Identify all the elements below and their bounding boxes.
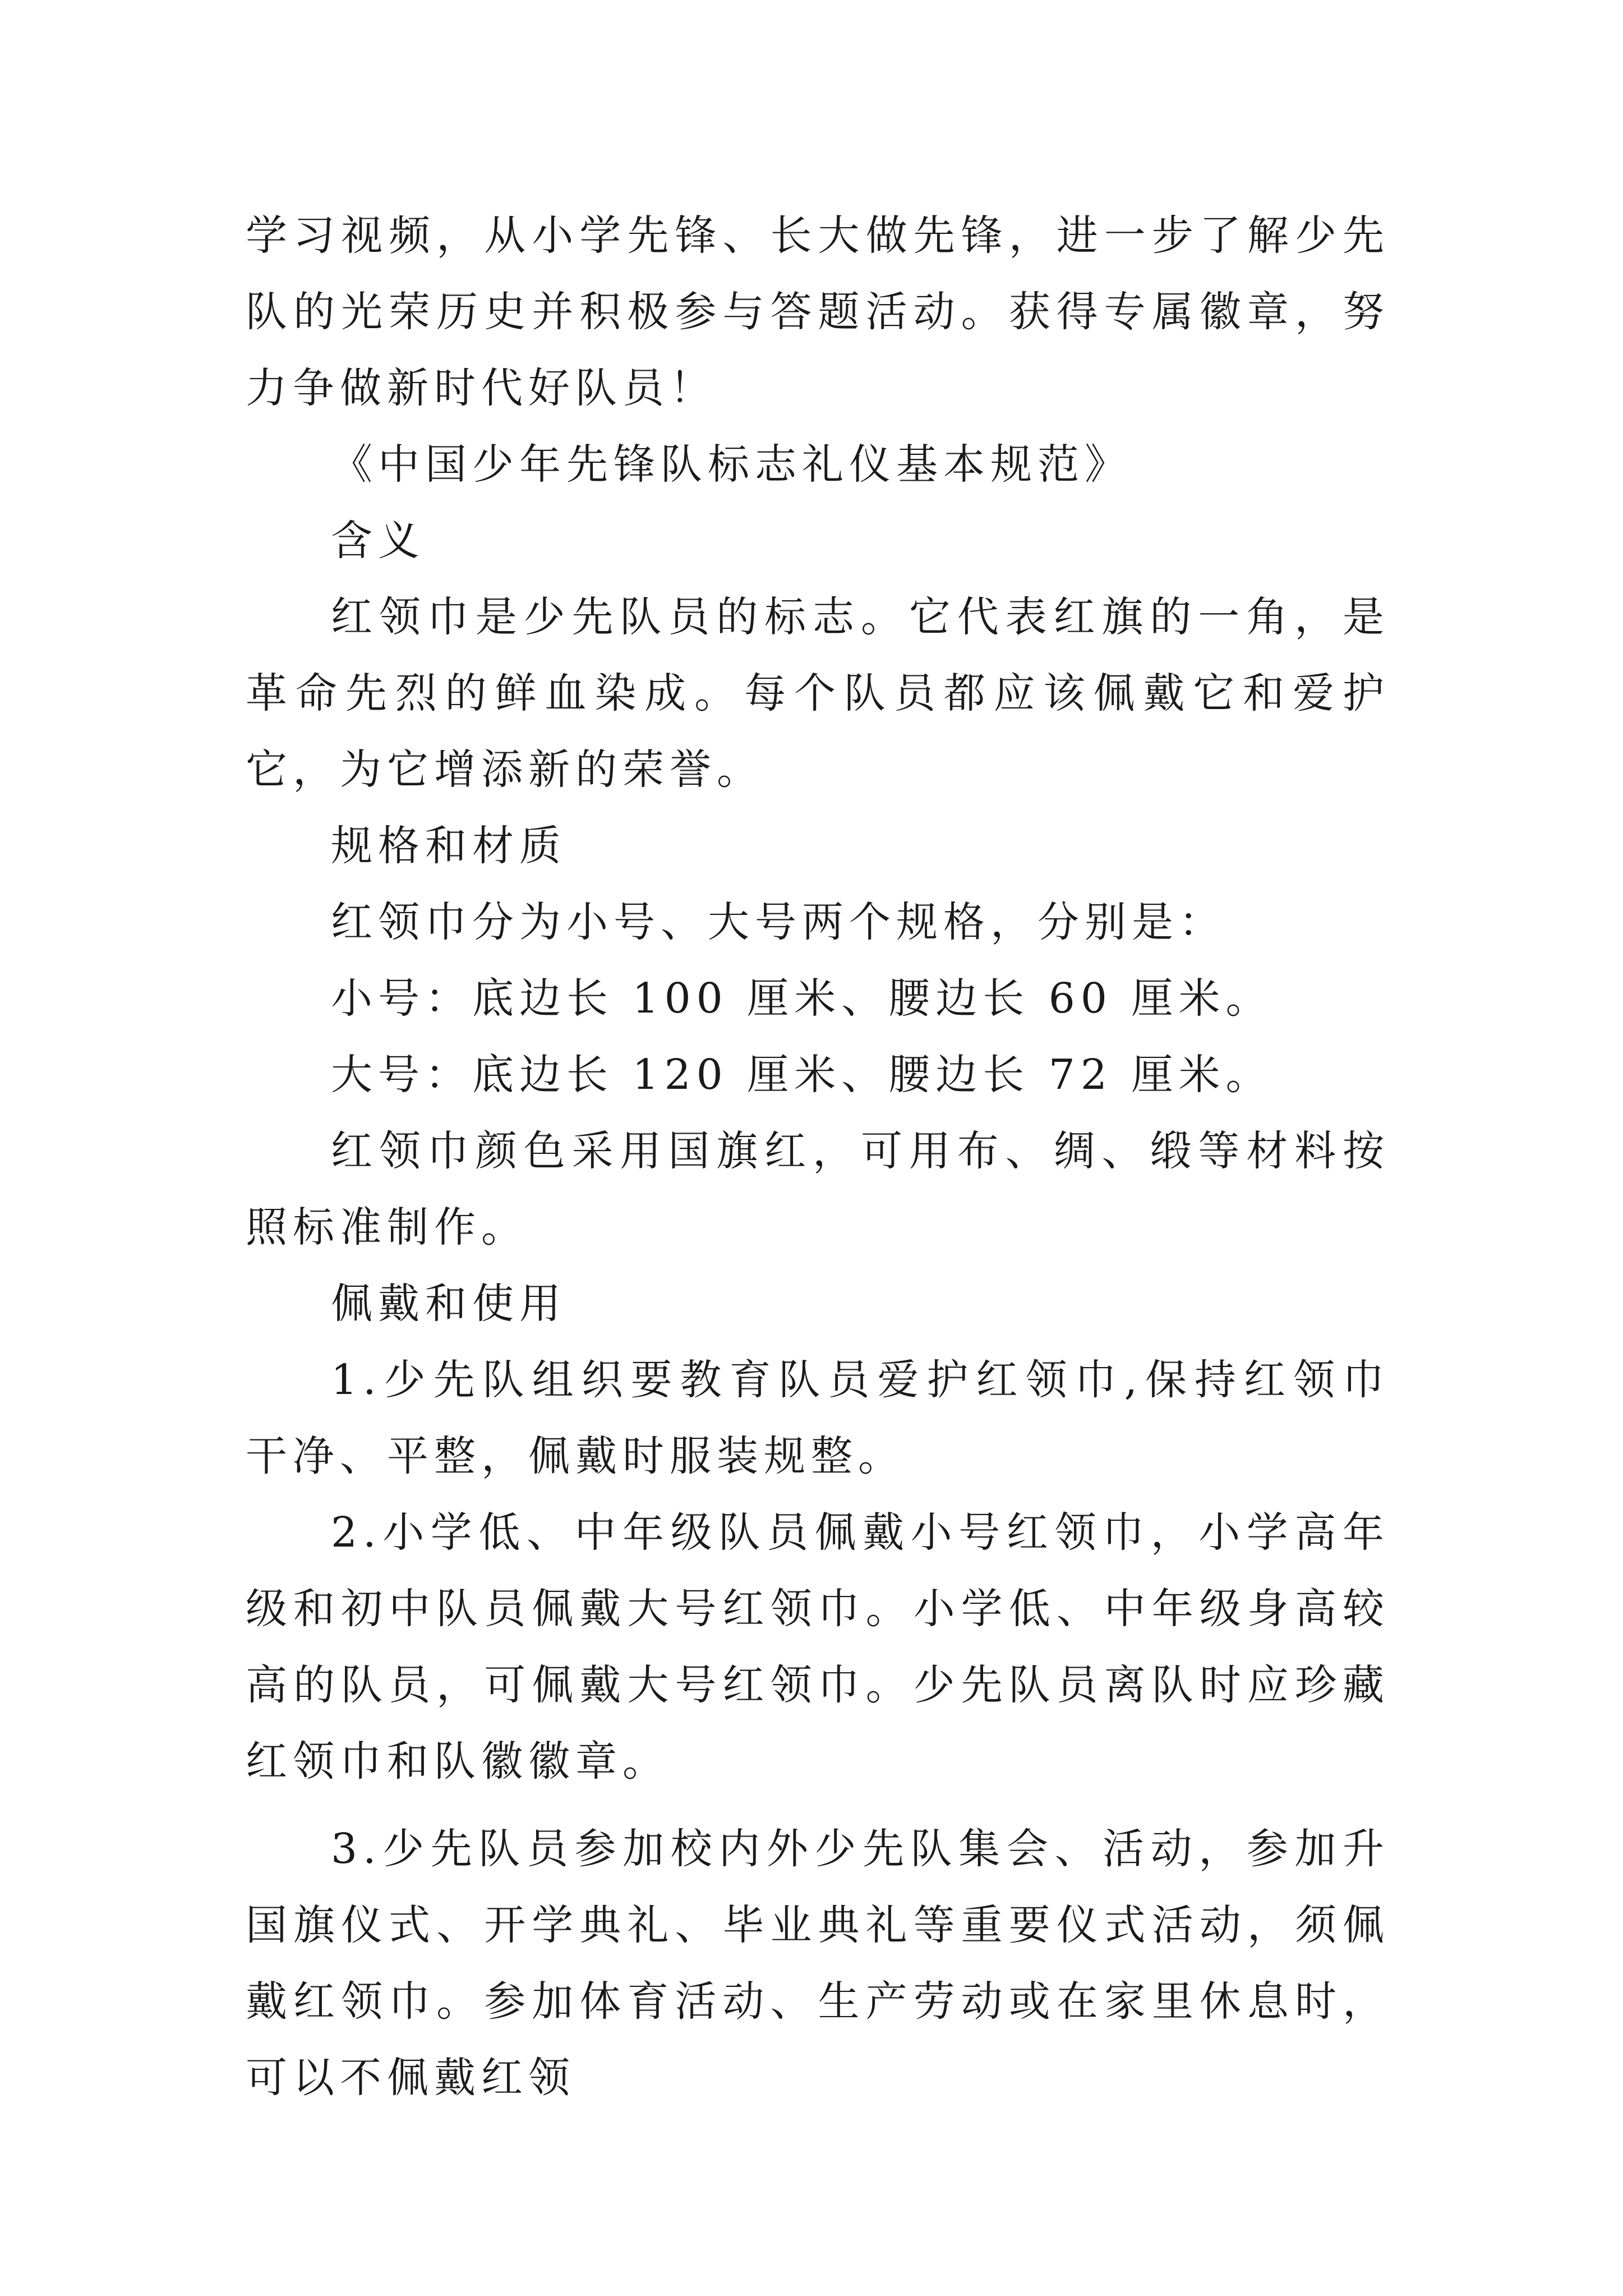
section-heading-specs: 规格和材质 [331, 822, 566, 870]
paragraph-material: 红领巾颜色采用国旗红，可用布、绸、缎等材料按照标准制作。 [246, 1127, 1390, 1251]
paragraph-usage-1: 1.少先队组织要教育队员爱护红领巾,保持红领巾干净、平整，佩戴时服装规整。 [246, 1356, 1390, 1480]
section-heading-usage: 佩戴和使用 [331, 1280, 566, 1328]
paragraph-continuation: 学习视频，从小学先锋、长大做先锋，进一步了解少先队的光荣历史并积极参与答题活动。获得专属徽章，努力争做新时代好队员！ [246, 211, 1390, 412]
paragraph-specs-intro: 红领巾分为小号、大号两个规格，分别是： [331, 898, 1226, 946]
paragraph-usage-2: 2.小学低、中年级队员佩戴小号红领巾，小学高年级和初中队员佩戴大号红领巾。小学低、中年级身高较高的队员，可佩戴大号红领巾。少先队员离队时应珍藏红领巾和队徽徽章。 [246, 1508, 1390, 1786]
paragraph-small-size: 小号：底边长 100 厘米、腰边长 60 厘米。 [331, 974, 1273, 1023]
paragraph-usage-3: 3.少先队员参加校内外少先队集会、活动，参加升国旗仪式、开学典礼、毕业典礼等重要仪式活动，须佩戴红领巾。参加体育活动、生产劳动或在家里休息时，可以不佩戴红领 [246, 1825, 1390, 2102]
paragraph-large-size: 大号：底边长 120 厘米、腰边长 72 厘米。 [331, 1051, 1273, 1099]
paragraph-meaning: 红领巾是少先队员的标志。它代表红旗的一角，是革命先烈的鲜血染成。每个队员都应该佩戴它和爱护它，为它增添新的荣誉。 [246, 593, 1390, 794]
section-heading-meaning: 含义 [331, 517, 425, 565]
document-body [246, 197, 1390, 2116]
document-title: 《中国少年先锋队标志礼仪基本规范》 [331, 440, 1132, 489]
